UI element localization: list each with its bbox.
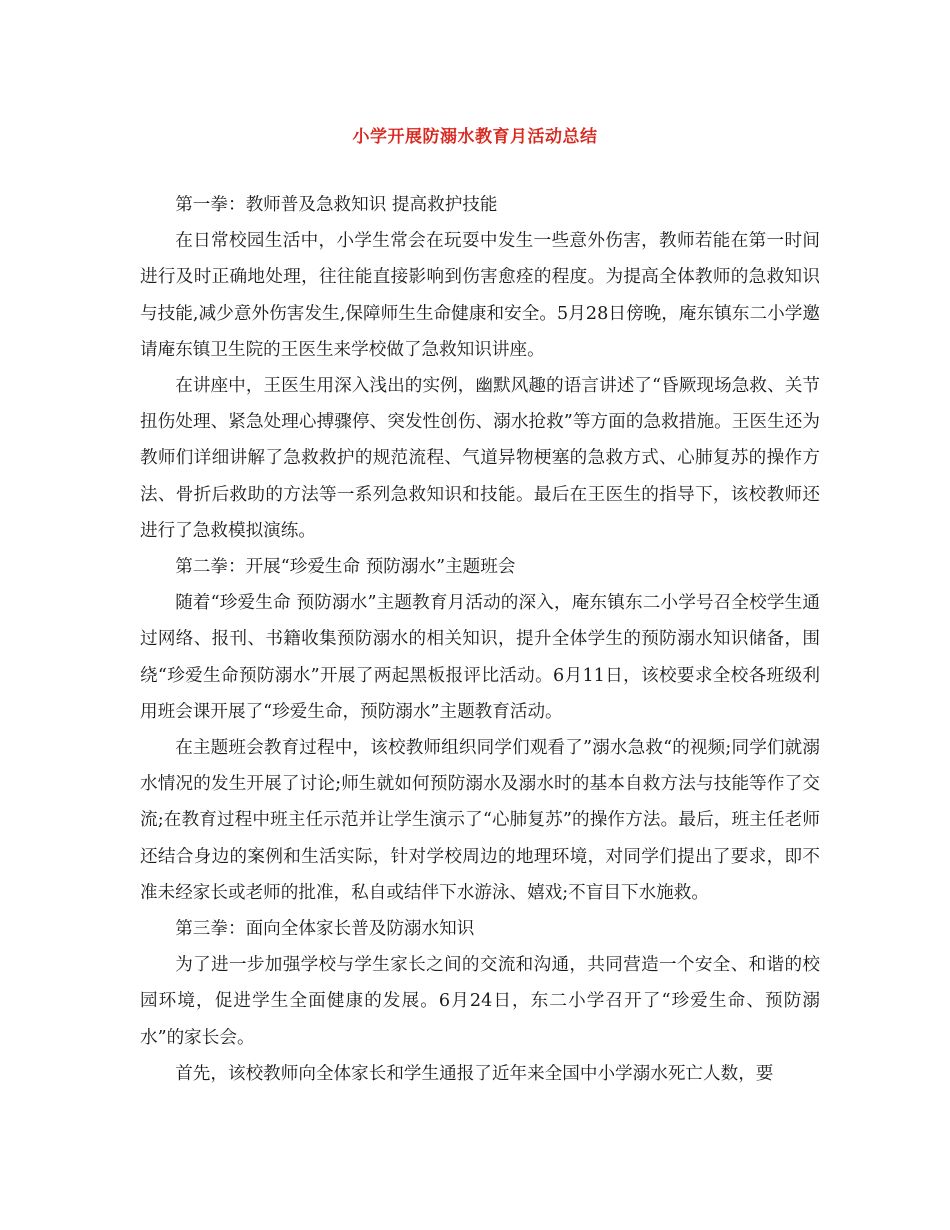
paragraph: 在日常校园生活中，小学生常会在玩耍中发生一些意外伤害，教师若能在第一时间进行及时正确地处理，往往能直接影响到伤害愈痊的程度。为提高全体教师的急救知识与技能,减少意外伤害发生,保障师生生命健康和安全。5月28日傍晚，庵东镇东二小学邀请庵东镇卫生院的王医生来学校做了急救知识讲座。 [140, 231, 820, 360]
paragraph: 在讲座中，王医生用深入浅出的实例，幽默风趣的语言讲述了“昏厥现场急救、关节扭伤处理、紧急处理心搏骤停、突发性创伤、溺水抢救”等方面的急救措施。王医生还为教师们详细讲解了急救救护的规范流程、气道异物梗塞的急救方式、心肺复苏的操作方法、骨折后救助的方法等一系列急救知识和技能。最后在王医生的指导下，该校教师还进行了急救模拟演练。 [140, 376, 820, 541]
document-body [140, 187, 820, 1092]
section-heading-2: 第二拳：开展“珍爱生命 预防溺水”主题班会 [175, 557, 516, 578]
paragraph: 随着“珍爱生命 预防溺水”主题教育月活动的深入，庵东镇东二小学号召全校学生通过网络、报刊、书籍收集预防溺水的相关知识，提升全体学生的预防溺水知识储备，围绕“珍爱生命预防溺水”开展了两起黑板报评比活动。6月11日，该校要求全校各班级利用班会课开展了“珍爱生命，预防溺水”主题教育活动。 [140, 593, 820, 722]
paragraph: 在主题班会教育过程中，该校教师组织同学们观看了”溺水急救“的视频;同学们就溺水情况的发生开展了讨论;师生就如何预防溺水及溺水时的基本自救方法与技能等作了交流;在教育过程中班主任示范并让学生演示了“心肺复苏”的操作方法。最后，班主任老师还结合身边的案例和生活实际，针对学校周边的地理环境，对同学们提出了要求，即不准未经家长或老师的批准，私自或结伴下水游泳、嬉戏;不盲目下水施救。 [140, 738, 820, 903]
document-title: 小学开展防溺水教育月活动总结 [352, 127, 598, 147]
section-heading-1: 第一拳：教师普及急救知识 提高救护技能 [175, 195, 498, 215]
paragraph: 首先，该校教师向全体家长和学生通报了近年来全国中小学溺水死亡人数，要 [175, 1063, 774, 1084]
paragraph: 为了进一步加强学校与学生家长之间的交流和沟通，共同营造一个安全、和谐的校园环境，促进学生全面健康的发展。6月24日，东二小学召开了“珍爱生命、预防溺水”的家长会。 [140, 955, 820, 1048]
section-heading-3: 第三拳：面向全体家长普及防溺水知识 [175, 919, 475, 940]
